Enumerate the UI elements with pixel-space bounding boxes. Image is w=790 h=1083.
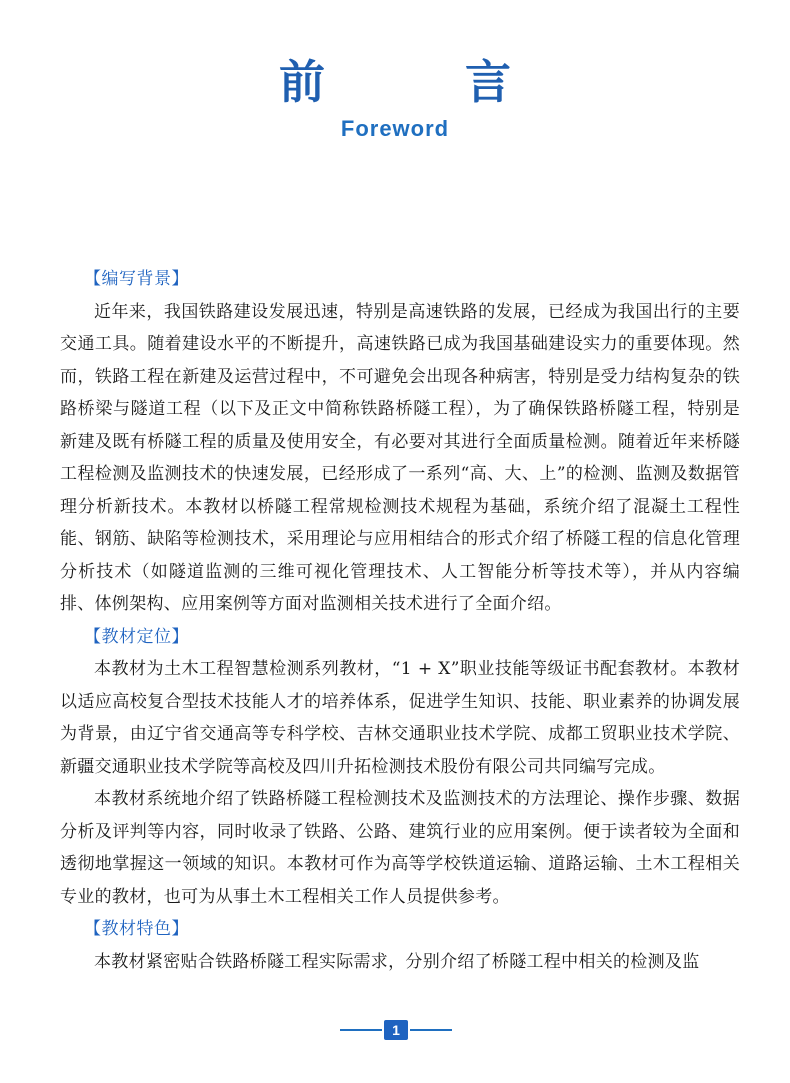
paragraph-positioning-1: 本教材为土木工程智慧检测系列教材，“1 + X”职业技能等级证书配套教材。本教材以适应高校复合型技术技能人才的培养体系，促进学生知识、技能、职业素养的协调发展为背景，由辽宁省交通高等专科学校、吉林交通职业技术学院、成都工贸职业技术学院、新疆交通职业技术学院等高校及四川升拓检测技术股份有限公司共同编写完成。 [60, 659, 740, 777]
section-heading-background: 【编写背景】 [84, 269, 189, 289]
body-content [60, 263, 740, 978]
section-heading-positioning: 【教材定位】 [84, 626, 189, 647]
paragraph-features: 本教材紧密贴合铁路桥隧工程实际需求，分别介绍了桥隧工程中相关的检测及监 [94, 951, 700, 972]
footer-rule-right [410, 1029, 452, 1031]
paragraph-positioning-2: 本教材系统地介绍了铁路桥隧工程检测技术及监测技术的方法理论、操作步骤、数据分析及评判等内容，同时收录了铁路、公路、建筑行业的应用案例。便于读者较为全面和透彻地掌握这一领域的知识。本教材可作为高等学校铁道运输、道路运输、土木工程相关专业的教材，也可为从事土木工程相关工作人员提供参考。 [60, 789, 740, 907]
page-title: 前 言 [278, 55, 573, 109]
paragraph-background: 近年来，我国铁路建设发展迅速，特别是高速铁路的发展，已经成为我国出行的主要交通工具。随着建设水平的不断提升，高速铁路已成为我国基础建设实力的重要体现。然而，铁路工程在新建及运营过程中，不可避免会出现各种病害，特别是受力结构复杂的铁路桥梁与隧道工程（以下及正文中简称铁路桥隧工程），为了确保铁路桥隧工程，特别是新建及既有桥隧工程的质量及使用安全，有必要对其进行全面质量检测。随着近年来桥隧工程检测及监测技术的快速发展，已经形成了一系列“高、大、上”的检测、监测及数据管理分析新技术。本教材以桥隧工程常规检测技术规程为基础，系统介绍了混凝土工程性能、钢筋、缺陷等检测技术，采用理论与应用相结合的形式介绍了桥隧工程的信息化管理分析技术（如隧道监测的三维可视化管理技术、人工智能分析等技术等），并从内容编排、体例架构、应用案例等方面对监测相关技术进行了全面介绍。 [60, 301, 740, 614]
section-heading-features: 【教材特色】 [84, 919, 189, 939]
footer-rule-left [340, 1029, 382, 1031]
page-footer [0, 1018, 790, 1042]
page-subtitle: Foreword [340, 116, 450, 141]
page-number: 1 [384, 1020, 408, 1040]
